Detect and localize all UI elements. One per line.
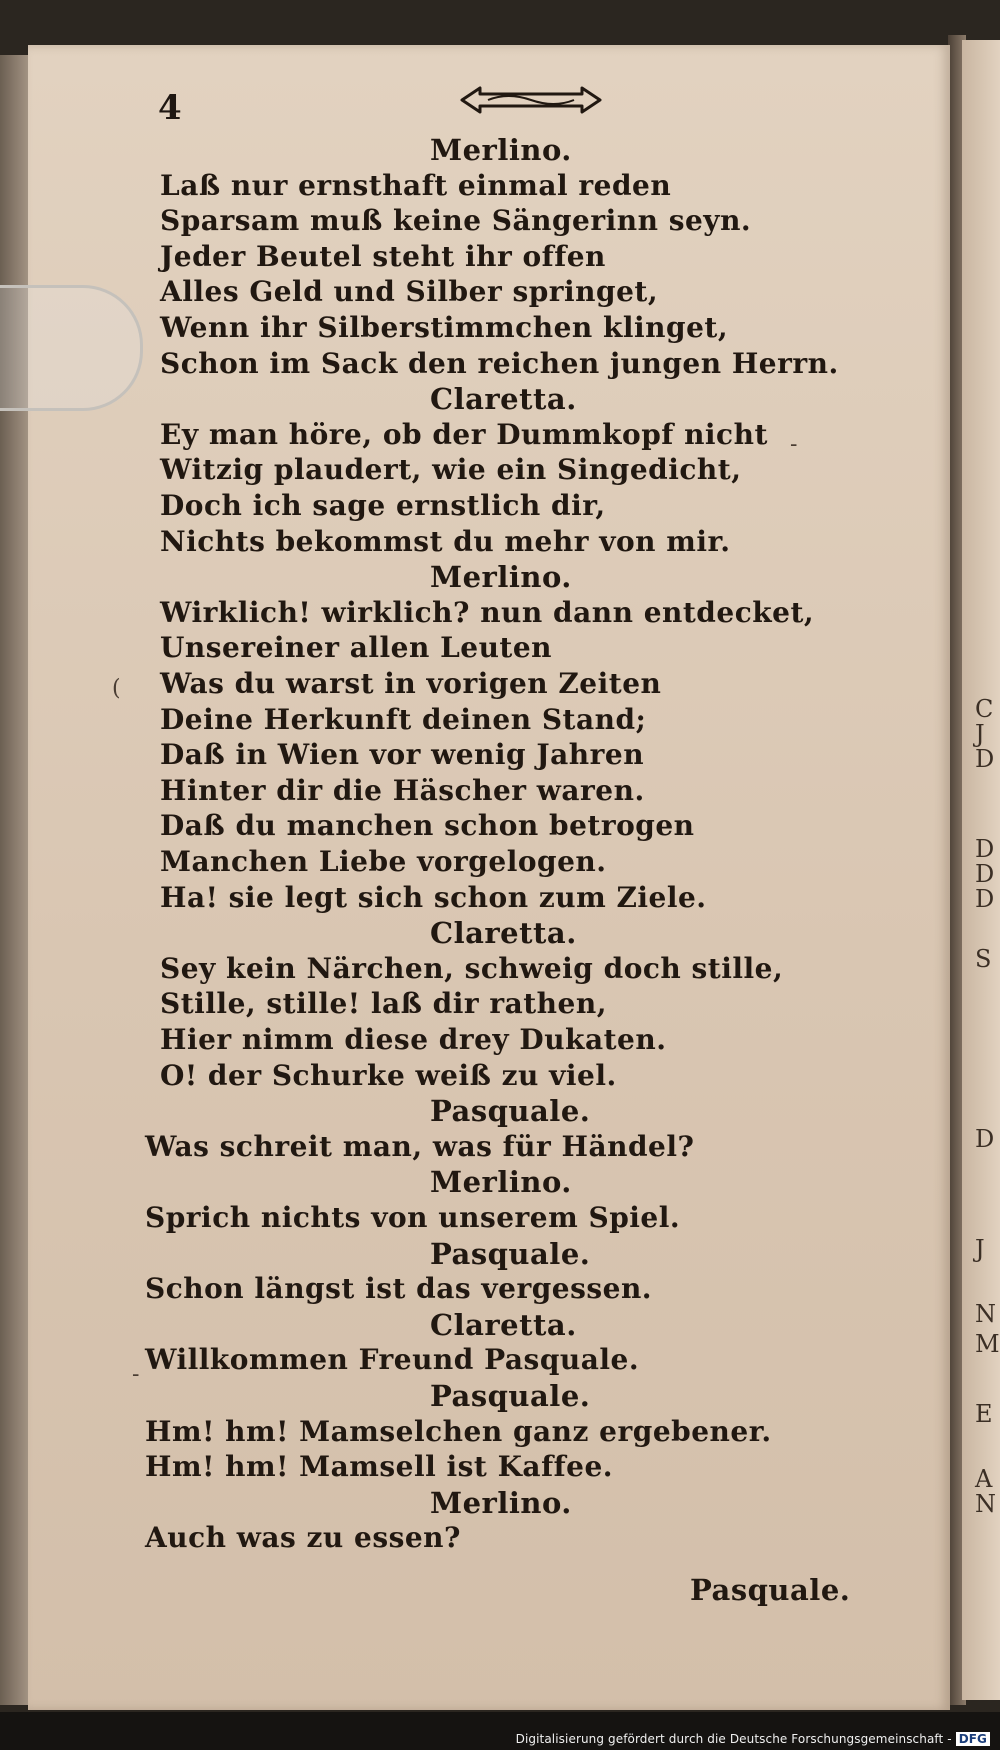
next-page-glyph: J [975, 720, 985, 748]
verse-line: Was du warst in vorigen Zeiten [160, 667, 662, 700]
digitization-credit [516, 1732, 990, 1746]
next-page-glyph: D [975, 1125, 995, 1153]
margin-mark: - [790, 432, 798, 457]
margin-mark: ( [112, 676, 121, 701]
next-page-glyph: J [975, 1235, 985, 1263]
speaker-name: Merlino. [430, 1485, 572, 1520]
verse-line: Schon im Sack den reichen jungen Herrn. [160, 346, 839, 380]
next-page-glyph: D [975, 885, 995, 913]
verse-line: Hinter dir die Häscher waren. [160, 773, 645, 807]
verse-line: Unsereiner allen Leuten [160, 631, 553, 665]
speaker-name: Claretta. [430, 382, 577, 417]
next-page-glyph: E [975, 1400, 993, 1428]
page-number: 4 [158, 88, 182, 128]
next-page-glyph: D [975, 860, 995, 888]
speaker-name: Claretta. [430, 916, 577, 951]
verse-line: Nichts bekommst du mehr von mir. [160, 524, 731, 558]
speaker-name: Merlino. [430, 133, 572, 167]
verse-line: Sey kein Närchen, schweig doch stille, [160, 951, 784, 985]
verse-line: Daß in Wien vor wenig Jahren [160, 738, 645, 772]
verse-line: Manchen Liebe vorgelogen. [160, 845, 607, 878]
next-page-glyph: D [975, 835, 995, 863]
verse-line: Sparsam muß keine Sängerinn seyn. [160, 204, 752, 238]
verse-line: Doch ich sage ernstlich dir, [160, 489, 606, 522]
verse-line: Schon längst ist das vergessen. [145, 1272, 653, 1306]
verse-line: Hm! hm! Mamselchen ganz ergebener. [145, 1414, 772, 1448]
verse-line: Deine Herkunft deinen Stand; [160, 702, 647, 736]
verse-line: Auch was zu essen? [145, 1521, 461, 1555]
next-page-glyph: N [975, 1490, 996, 1518]
verse-line: Ha! sie legt sich schon zum Ziele. [160, 880, 707, 914]
verse-line: Jeder Beutel steht ihr offen [160, 239, 606, 273]
verse-line: Ey man höre, ob der Dummkopf nicht [160, 417, 768, 451]
verse-line: Was schreit man, was für Händel? [145, 1129, 695, 1163]
speaker-name: Pasquale. [430, 1094, 591, 1129]
speaker-name: Merlino. [430, 1165, 572, 1200]
catchword: Pasquale. [690, 1573, 851, 1607]
verse-line: Willkommen Freund Pasquale. [145, 1343, 640, 1377]
verse-line: Hier nimm diese drey Dukaten. [160, 1023, 667, 1056]
verse-line: Stille, stille! laß dir rathen, [160, 987, 607, 1021]
next-page-glyph: C [975, 695, 994, 723]
verse-line: O! der Schurke weiß zu viel. [160, 1058, 617, 1092]
verse-line: Daß du manchen schon betrogen [160, 809, 695, 843]
ornament-divider [458, 80, 604, 120]
margin-mark: ‑ [132, 1362, 140, 1387]
next-page-glyph: M [975, 1330, 1000, 1358]
next-page-glyph: D [975, 745, 995, 773]
next-page-glyph: S [975, 945, 992, 973]
speaker-name: Pasquale. [430, 1379, 591, 1413]
speaker-name: Pasquale. [430, 1236, 591, 1271]
verse-line: Wenn ihr Silberstimmchen klinget, [160, 311, 729, 344]
credit-text: Digitalisierung gefördert durch die Deutsche Forschungsgemeinschaft - [515, 1732, 952, 1746]
verse-line: Witzig plaudert, wie ein Singedicht, [160, 453, 742, 487]
verse-line: Hm! hm! Mamsell ist Kaffee. [145, 1450, 614, 1484]
verse-line: Sprich nichts von unserem Spiel. [145, 1201, 681, 1234]
paper-clip [0, 285, 143, 411]
next-page-glyph: A [975, 1465, 993, 1493]
speaker-name: Merlino. [430, 560, 572, 595]
dfg-logo: DFG [956, 1732, 990, 1746]
verse-line: Alles Geld und Silber springet, [160, 275, 659, 309]
verse-line: Laß nur ernsthaft einmal reden [160, 168, 672, 202]
speaker-name: Claretta. [430, 1307, 577, 1342]
verse-line: Wirklich! wirklich? nun dann entdecket, [160, 595, 815, 629]
next-page-glyph: N [975, 1300, 996, 1328]
